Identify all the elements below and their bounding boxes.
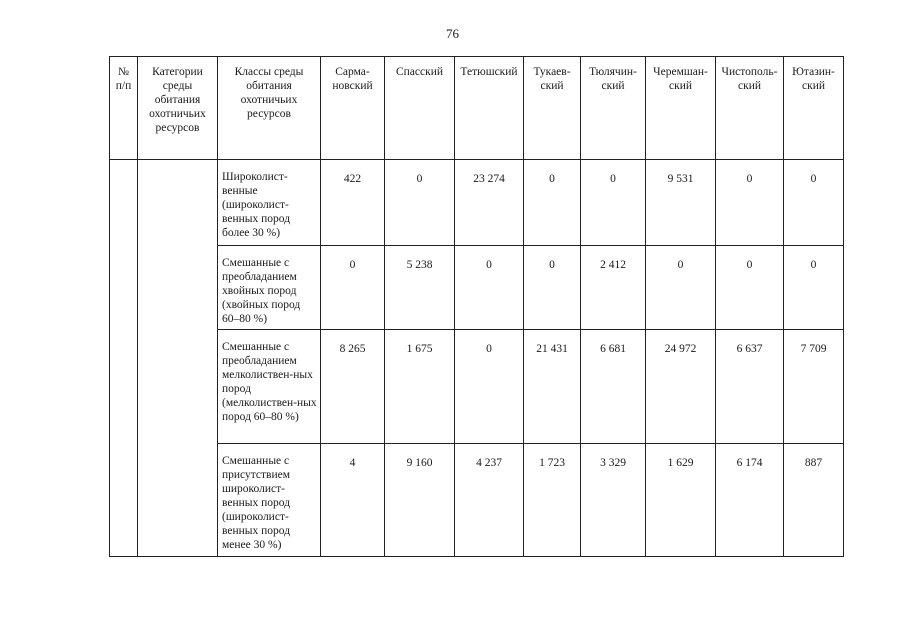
header-cell: № п/п: [110, 57, 138, 160]
class-cell: Смешанные с преобладанием хвойных пород (хвойных пород 60–80 %): [218, 246, 321, 330]
value-cell: 4 237: [455, 444, 524, 557]
table-header-row: [110, 57, 844, 160]
header-cell: Чистополь-ский: [716, 57, 784, 160]
header-cell: Тюлячин-ский: [581, 57, 646, 160]
value-cell: 887: [784, 444, 844, 557]
value-cell: 0: [524, 246, 581, 330]
value-cell: 6 174: [716, 444, 784, 557]
value-cell: 5 238: [385, 246, 455, 330]
header-cell: Тетюшский: [455, 57, 524, 160]
category-cell: [138, 160, 218, 557]
class-cell: Смешанные с присутствием широколист-венных пород (широколист-венных пород менее 30 %): [218, 444, 321, 557]
page-number: 76: [446, 26, 459, 41]
value-cell: 0: [716, 246, 784, 330]
value-cell: 3 329: [581, 444, 646, 557]
value-cell: 2 412: [581, 246, 646, 330]
value-cell: 0: [455, 246, 524, 330]
header-cell: Категории среды обитания охотничьих ресурсов: [138, 57, 218, 160]
value-cell: 23 274: [455, 160, 524, 246]
table-row: [110, 330, 844, 444]
table-row: [110, 160, 844, 246]
value-cell: 24 972: [646, 330, 716, 444]
header-cell: Классы среды обитания охотничьих ресурсов: [218, 57, 321, 160]
header-cell: Сарма-новский: [321, 57, 385, 160]
header-cell: Ютазин-ский: [784, 57, 844, 160]
class-cell: Смешанные с преобладанием мелколиствен-ных пород (мелколиствен-ных пород 60–80 %): [218, 330, 321, 444]
header-cell: Тукаев-ский: [524, 57, 581, 160]
value-cell: 0: [581, 160, 646, 246]
value-cell: 0: [716, 160, 784, 246]
value-cell: 1 675: [385, 330, 455, 444]
value-cell: 0: [321, 246, 385, 330]
value-cell: 0: [784, 160, 844, 246]
value-cell: 6 681: [581, 330, 646, 444]
value-cell: 0: [646, 246, 716, 330]
value-cell: 8 265: [321, 330, 385, 444]
value-cell: 4: [321, 444, 385, 557]
value-cell: 21 431: [524, 330, 581, 444]
value-cell: 9 160: [385, 444, 455, 557]
value-cell: 0: [455, 330, 524, 444]
value-cell: 9 531: [646, 160, 716, 246]
row-number-cell: [110, 160, 138, 557]
table-row: [110, 246, 844, 330]
value-cell: 0: [385, 160, 455, 246]
habitat-table: [109, 56, 844, 557]
value-cell: 0: [524, 160, 581, 246]
class-cell: Широколист-венные (широколист-венных пород более 30 %): [218, 160, 321, 246]
table-row: [110, 444, 844, 557]
header-cell: Спасский: [385, 57, 455, 160]
value-cell: 6 637: [716, 330, 784, 444]
value-cell: 1 629: [646, 444, 716, 557]
value-cell: 422: [321, 160, 385, 246]
header-cell: Черемшан-ский: [646, 57, 716, 160]
value-cell: 7 709: [784, 330, 844, 444]
value-cell: 1 723: [524, 444, 581, 557]
value-cell: 0: [784, 246, 844, 330]
